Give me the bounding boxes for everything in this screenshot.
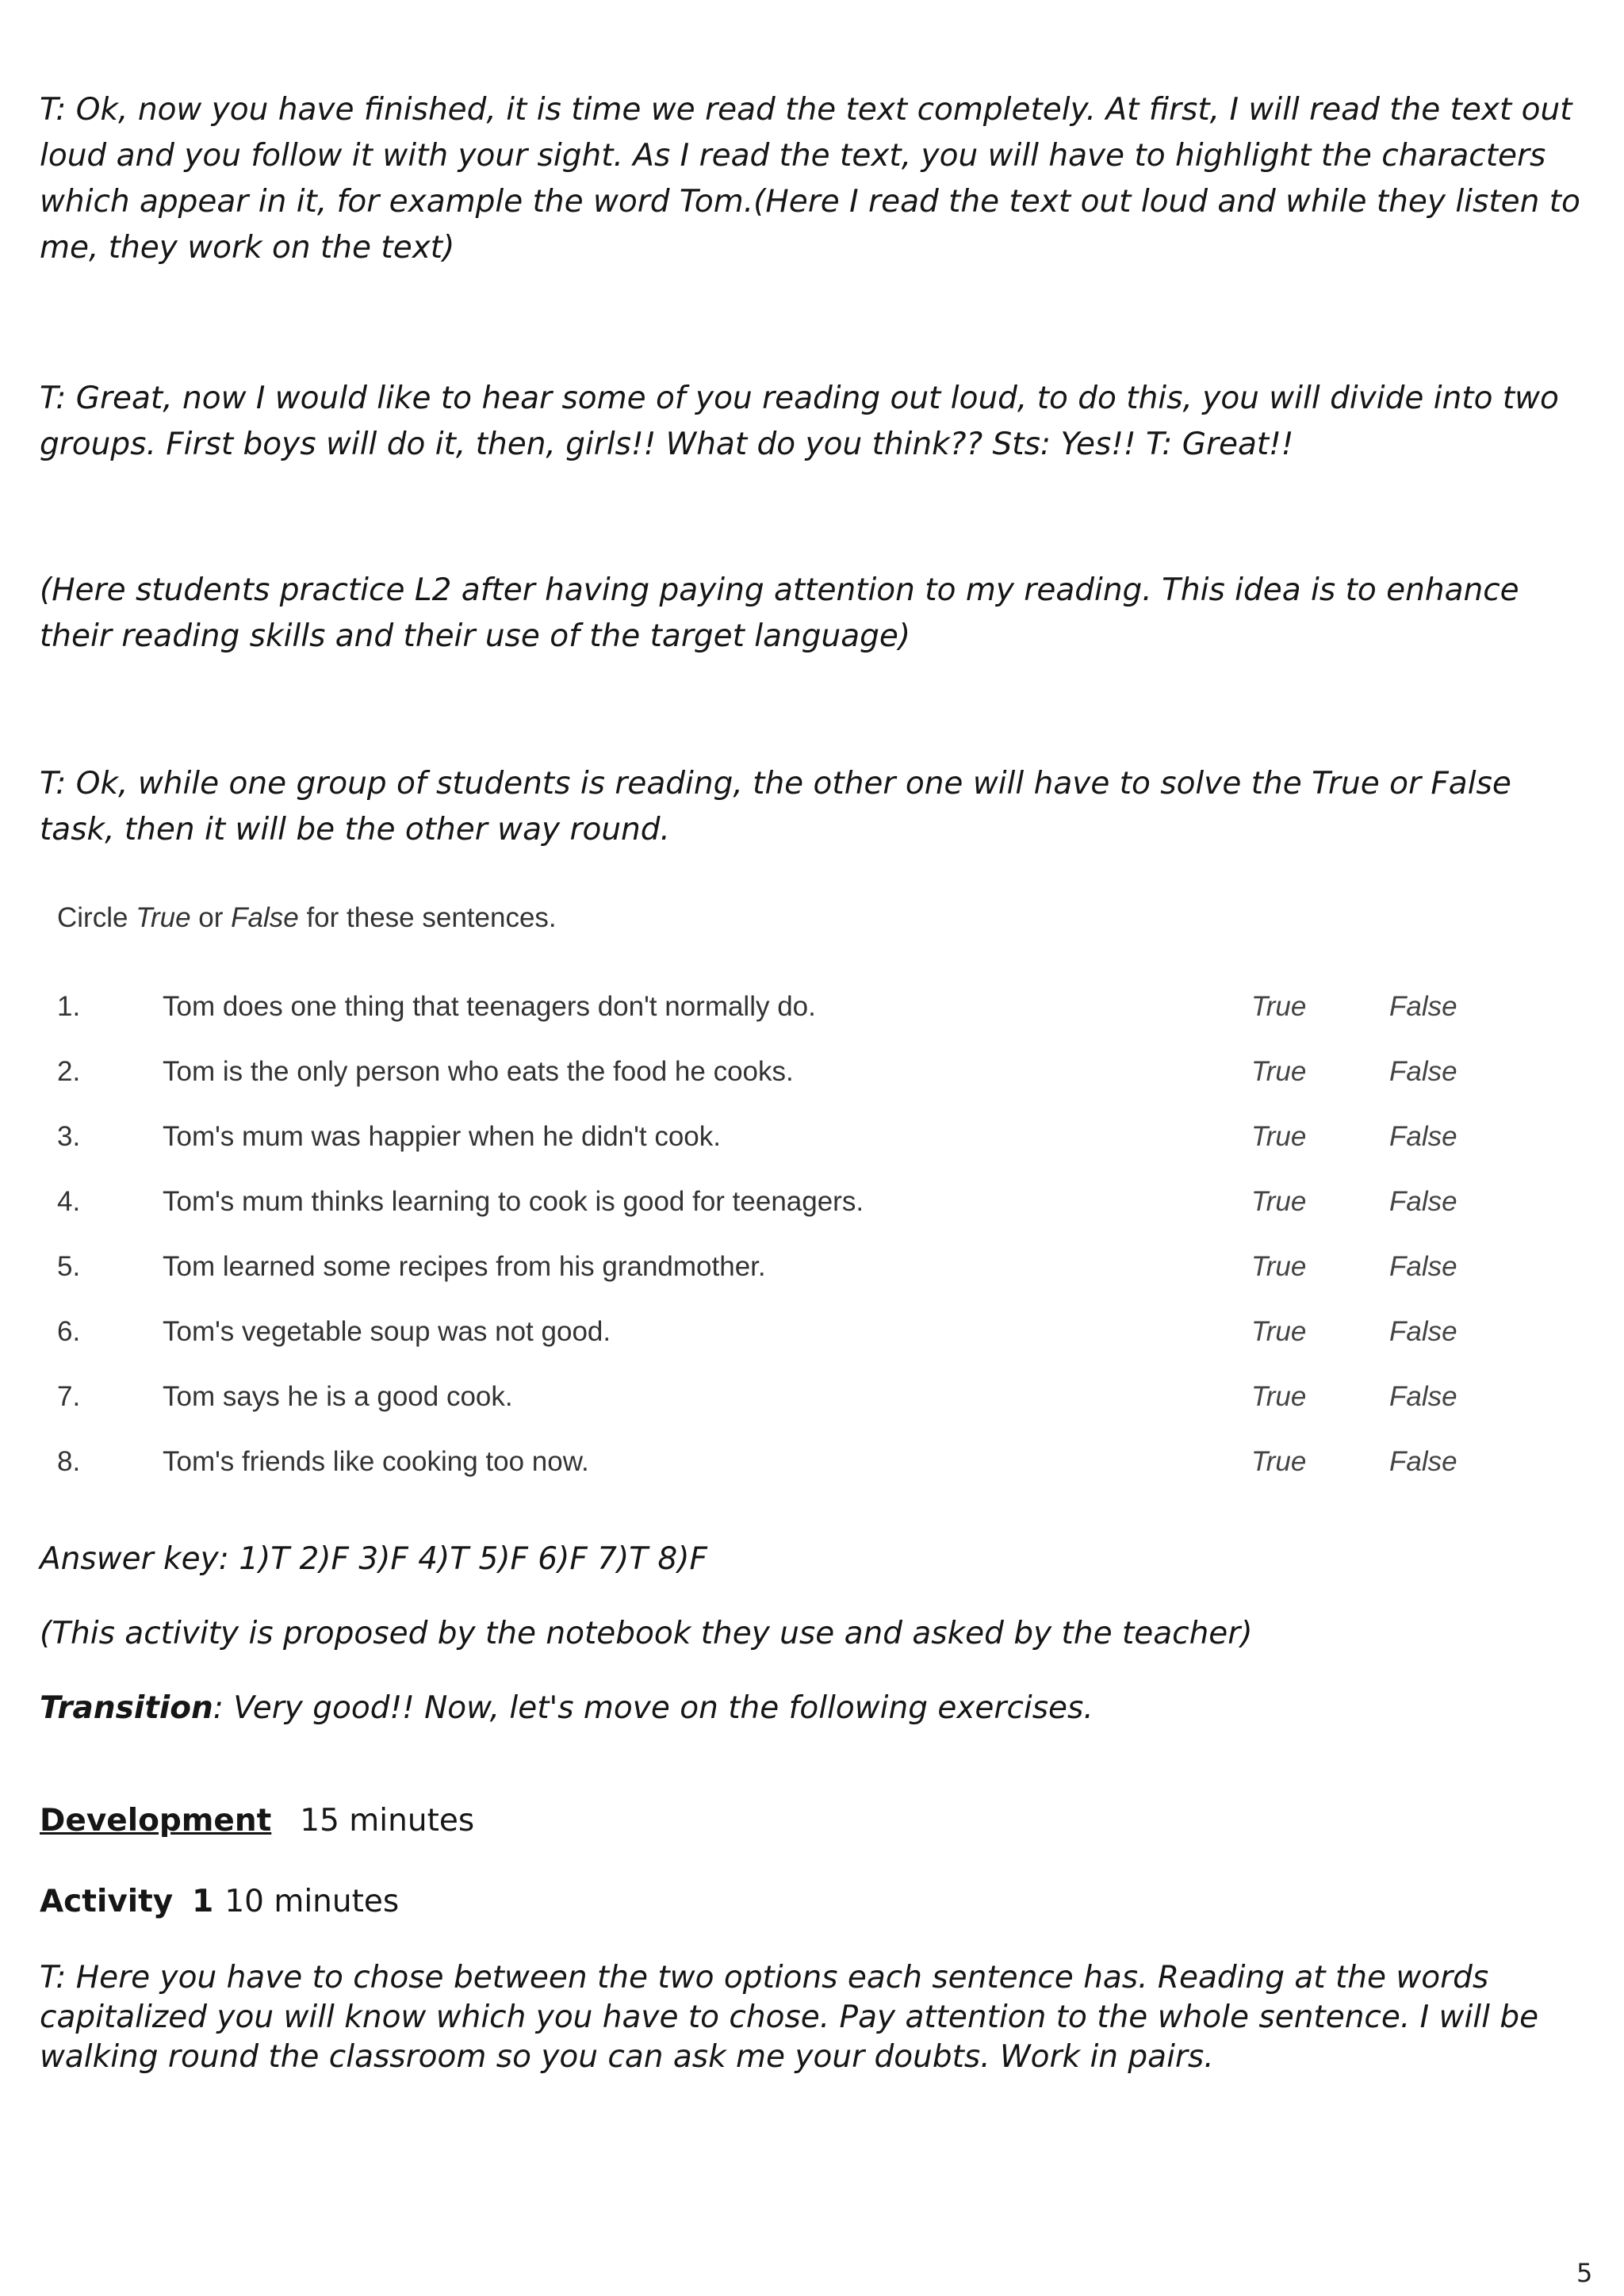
item-number: 7. — [57, 1381, 81, 1412]
paragraph-true-false-task: T: Ok, while one group of students is reading, the other one will have to solve the True or False task, then it will be the other way round. — [40, 766, 1511, 848]
item-number: 2. — [57, 1056, 81, 1087]
paragraph-note-l2: (Here students practice L2 after having paying attention to my reading. This idea is to enhance their reading skills and their use of the target language) — [40, 572, 1519, 654]
item-number: 6. — [57, 1316, 81, 1347]
item-number: 4. — [57, 1186, 81, 1217]
transition-text: : Very good!! Now, let's move on the following exercises. — [213, 1690, 1094, 1726]
true-option[interactable]: True — [1251, 1316, 1307, 1347]
true-option[interactable]: True — [1251, 1251, 1307, 1282]
false-option[interactable]: False — [1389, 1316, 1457, 1347]
item-number: 1. — [57, 991, 81, 1022]
activity-time: 10 minutes — [224, 1884, 400, 1919]
true-option[interactable]: True — [1251, 991, 1307, 1022]
answer-key: Answer key: 1)T 2)F 3)F 4)T 5)F 6)F 7)T 8)F — [40, 1541, 707, 1577]
true-option[interactable]: True — [1251, 1056, 1307, 1087]
true-option[interactable]: True — [1251, 1446, 1307, 1477]
activity-number: 1 — [192, 1884, 214, 1919]
false-option[interactable]: False — [1389, 1121, 1457, 1152]
development-time: 15 minutes — [300, 1803, 475, 1839]
exercise-item — [40, 1438, 1594, 1486]
paragraph-groups: T: Great, now I would like to hear some of you reading out loud, to do this, you will divide into two groups. First boys will do it, then, girls!! What do you think?? Sts: Yes!! T: Great!! — [40, 381, 1559, 462]
development-heading — [40, 1798, 1594, 1844]
item-sentence: Tom says he is a good cook. — [163, 1381, 513, 1412]
transition-line — [40, 1686, 1594, 1732]
activity-note: (This activity is proposed by the notebook they use and asked by the teacher) — [40, 1616, 1253, 1651]
item-sentence: Tom's vegetable soup was not good. — [163, 1316, 611, 1347]
false-option[interactable]: False — [1389, 1446, 1457, 1477]
item-number: 8. — [57, 1446, 81, 1477]
paragraph-read-aloud: T: Ok, now you have finished, it is time we read the text completely. At first, I will read the text out loud and you follow it with your sight. As I read the text, you will have to highlight the characters which appear in it, for example the word Tom.(Here I read the text out loud and while they listen to me, they work on the text) — [40, 92, 1580, 266]
true-option[interactable]: True — [1251, 1121, 1307, 1152]
item-sentence: Tom's mum thinks learning to cook is good for teenagers. — [163, 1186, 864, 1217]
exercise-item — [40, 1243, 1594, 1291]
false-option[interactable]: False — [1389, 1186, 1457, 1217]
exercise-item — [40, 1373, 1594, 1421]
page-number: 5 — [1576, 2258, 1593, 2288]
item-sentence: Tom is the only person who eats the food he cooks. — [163, 1056, 794, 1087]
exercise-item — [40, 1113, 1594, 1161]
exercise-instruction: Circle True or False for these sentences. — [57, 902, 557, 933]
exercise-item — [40, 1048, 1594, 1096]
item-sentence: Tom's friends like cooking too now. — [163, 1446, 589, 1477]
item-number: 3. — [57, 1121, 81, 1152]
false-option[interactable]: False — [1389, 1251, 1457, 1282]
exercise-item — [40, 1178, 1594, 1226]
exercise-item — [40, 1308, 1594, 1356]
item-sentence: Tom learned some recipes from his grandmother. — [163, 1251, 766, 1282]
transition-label: Transition — [40, 1690, 213, 1726]
activity-label: Activity — [40, 1884, 174, 1919]
activity-heading — [40, 1879, 1594, 1925]
exercise-item — [40, 983, 1594, 1031]
false-option[interactable]: False — [1389, 991, 1457, 1022]
false-option[interactable]: False — [1389, 1381, 1457, 1412]
false-option[interactable]: False — [1389, 1056, 1457, 1087]
development-label: Development — [40, 1803, 272, 1839]
true-option[interactable]: True — [1251, 1186, 1307, 1217]
item-sentence: Tom does one thing that teenagers don't normally do. — [163, 991, 816, 1022]
item-number: 5. — [57, 1251, 81, 1282]
true-option[interactable]: True — [1251, 1381, 1307, 1412]
paragraph-activity-instructions: T: Here you have to chose between the two options each sentence has. Reading at the words capitalized you will know which you have to chose. Pay attention to the whole sentence. I will be walking round the classroom so you can ask me your doubts. Work in pairs. — [40, 1960, 1539, 2075]
item-sentence: Tom's mum was happier when he didn't cook. — [163, 1121, 721, 1152]
